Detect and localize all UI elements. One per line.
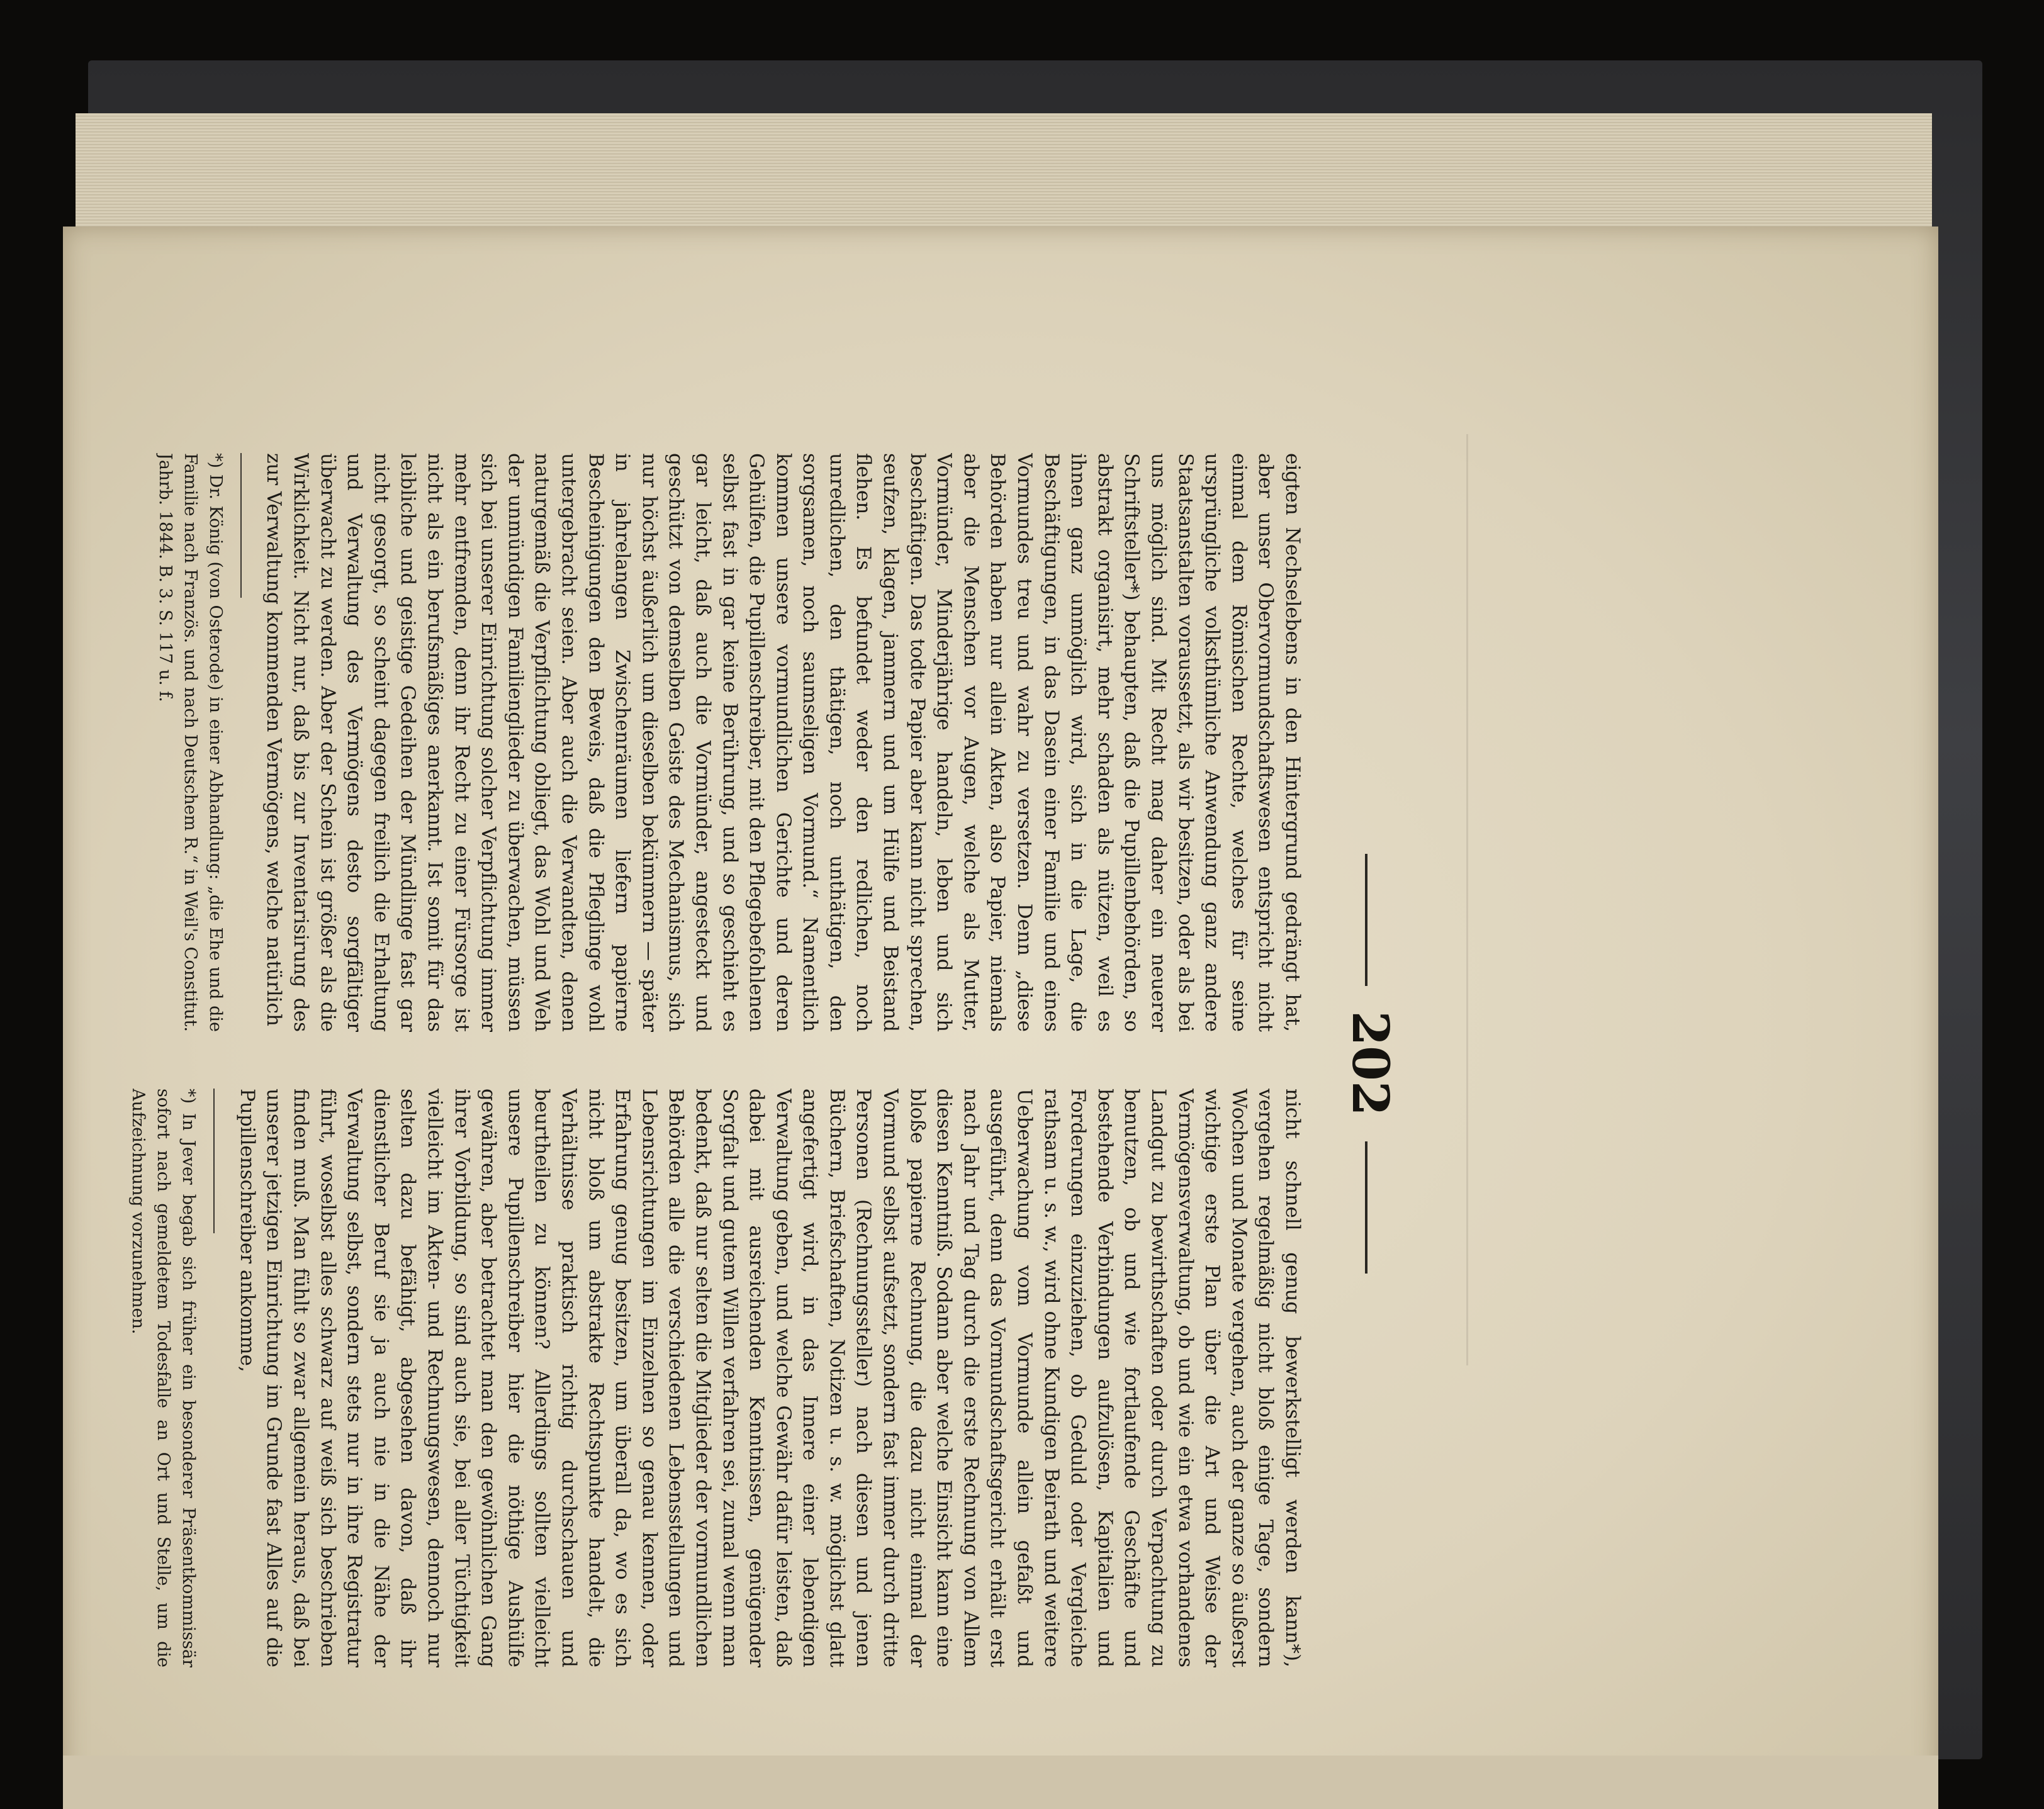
page-number-dash-left [1365,854,1367,986]
footnote-separator [213,1089,215,1233]
text-columns [79,453,1306,1674]
footnote-separator [240,453,242,598]
right-footnote: *) In Jever begab sich früher ein besonderer Präsentkommissär sofort nach gemeldetem Todesfalle an Ort und Stelle, um die Aufzeichnung vorzunehmen. [128,1089,199,1667]
right-column [79,1089,1306,1667]
left-column-text: eigten Nechselebens in den Hintergrund gedrängt hat, aber unser Obervormundschaftswesen entspricht nicht einmal dem Römischen Rechte, welches für seine ursprüngliche volksthümliche Anwendung ganz andere Staatsanstalten voraussetzt, als wir besitzen, oder als bei uns möglich sind. Mit Recht mag daher ein neuerer Schriftsteller*) behaupten, daß die Pupillenbehörden, so abstrakt organisirt, mehr schaden als nützen, weil es ihnen ganz unmöglich wird, sich in die Lage, die Beschäftigungen, in das Dasein einer Familie und eines Vormundes treu und wahr zu versetzen. Denn „diese Behörden haben nur allein Akten, also Papier, niemals aber die Menschen vor Augen, welche als Mutter, Vormünder, Minderjährige handeln, leben und sich beschäftigen. Das todte Papier aber kann nicht sprechen, seufzen, klagen, jammern und um Hülfe und Beistand flehen. Es befundet weder den redlichen, noch unredlichen, den thätigen, noch unthätigen, den sorgsamen, noch saumseligen Vormund.“ Namentlich kommen unsere vormundlichen Gerichte und deren Gehülfen, die Pupillenschreiber, mit den Pflegebefohlenen selbst fast in gar keine Berührung, und so geschieht es gar leicht, daß auch die Vormünder, angesteckt und geschützt von demselben Geiste des Mechanismus, sich nur höchst äußerlich um dieselben bekümmern — später in jahrelangen Zwischenräumen liefern papierne Bescheinigungen den Beweis, daß die Pfleglinge wohl untergebracht seien. Aber auch die Verwandten, denen naturgemäß die Verpflichtung obliegt, das Wohl und Weh der unmündigen Familienglieder zu überwachen, müssen sich bei unserer Einrichtung solcher Verpflichtung immer mehr entfremden, denn ihr Recht zu einer Fürsorge ist nicht als ein berufsmäßiges anerkannt. Ist somit für das leibliche und geistige Gedeihen der Mündlinge fast gar nicht gesorgt, so scheint dagegen freilich die Erhaltung und Verwaltung des Vermögens desto sorgfältiger überwacht zu werden. Aber der Schein ist größer als die Wirklichkeit. Nicht nur, daß bis zur Inventarisirung des zur Verwaltung kommenden Vermögens, welche natürlich [262,453,1304,1032]
page-number-dash-right [1365,1141,1367,1274]
lower-page-edge [63,1756,1938,1809]
page-text-block [69,453,1400,1674]
page-number: 202 [1341,1011,1400,1116]
faded-stamp [1466,434,1921,1365]
page-number-row [1325,453,1400,1674]
right-column-text: nicht schnell genug bewerkstelligt werden kann*), vergehen regelmäßig nicht bloß einige Tage, sondern Wochen und Monate vergehen, auch der ganze so äußerst wichtige erste Plan über die Art und Weise der Vermögensverwaltung, ob und wie ein etwa vorhandenes Landgut zu bewirthschaften oder durch Verpachtung zu benutzen, ob und wie fortlaufende Geschäfte und bestehende Verbindungen aufzulösen, Kapitalien und Forderungen einzuziehen, ob Geduld oder Vergleiche rathsam u. s. w., wird ohne Kundigen Beirath und weitere Ueberwachung vom Vormunde allein gefaßt und ausgeführt, denn das Vormundschaftsgericht erhält erst nach Jahr und Tag durch die erste Rechnung von Allem diesen Kenntniß. Sodann aber welche Einsicht kann eine bloße papierne Rechnung, die dazu nicht einmal der Vormund selbst aufsetzt, sondern fast immer durch dritte Personen (Rechnungssteller) nach diesen und jenen Büchern, Briefschaften, Notizen u. s. w. möglichst glatt angefertigt wird, in das Innere einer lebendigen Verwaltung geben, und welche Gewähr dafür leisten, daß dabei mit ausreichenden Kenntnissen, genügender Sorgfalt und gutem Willen verfahren sei, zumal wenn man bedenkt, daß nur selten die Mitglieder der vormundlichen Behörden alle die verschiedenen Lebensstellungen und Lebensrichtungen im Einzelnen so genau kennen, oder Erfahrung genug besitzen, um überall da, wo es sich nicht bloß um abstrakte Rechtspunkte handelt, die Verhältnisse praktisch richtig durchschauen und beurtheilen zu können? Allerdings sollten vielleicht unsere Pupillenschreiber hier die nöthige Aushülfe gewähren, aber betrachtet man den gewöhnlichen Gang ihrer Vorbildung, so sind auch sie, bei aller Tüchtigkeit vielleicht im Akten- und Rechnungswesen, dennoch nur selten dazu befähigt, abgesehen davon, daß ihr dienstlicher Beruf sie ja auch nie in die Nähe der Verwaltung selbst, sondern stets nur in ihre Registratur führt, woselbst alles schwarz auf weiß sich beschrieben finden muß. Man fühlt so zwar allgemein heraus, daß bei unserer jetzigen Einrichtung im Grunde fast Alles auf die Pupillenschreiber ankomme, [235,1089,1304,1667]
left-footnote: *) Dr. König (von Osterode) in einer Abhandlung: „die Ehe und die Familie nach Französ. und nach Deutschem R.“ in Weil's Constitut. Jahrb. 1844. B. 3. S. 117 u. f. [155,453,225,1032]
left-column [79,453,1306,1032]
page-edges [76,113,1932,245]
